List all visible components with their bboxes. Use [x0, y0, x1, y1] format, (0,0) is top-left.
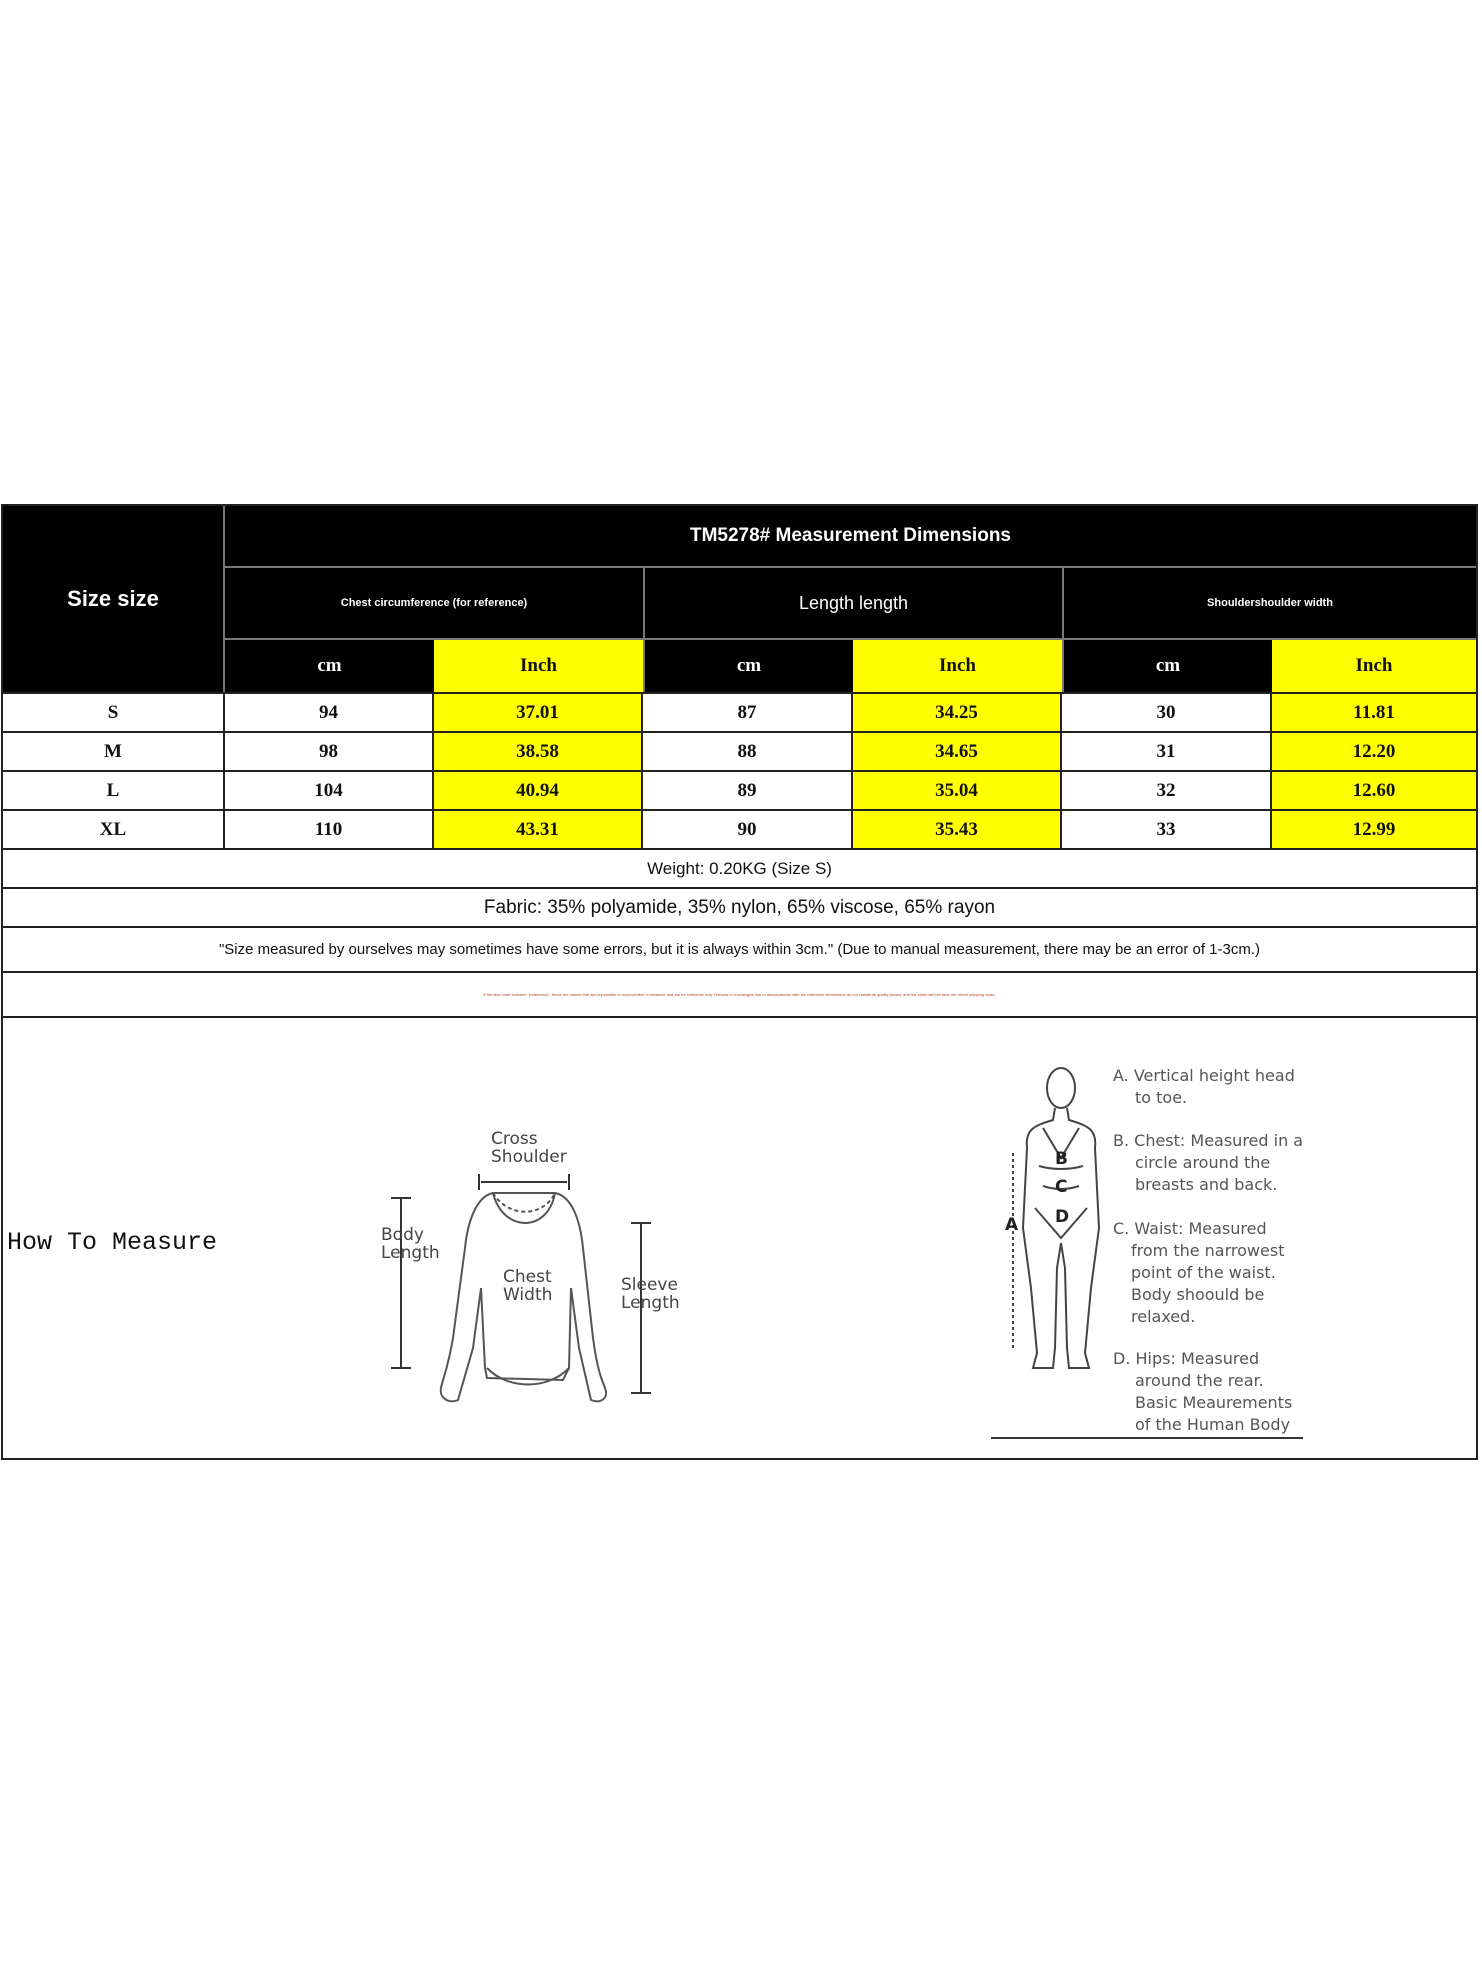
note-line: breasts and back.	[1135, 1175, 1278, 1194]
letter-c: C	[1055, 1177, 1068, 1197]
sleeve-length-label: Length	[621, 1293, 680, 1313]
letter-b: B	[1055, 1149, 1068, 1169]
table-row	[3, 811, 1476, 850]
svg-text:Length	[381, 1243, 440, 1263]
note-line: Basic Meaurements	[1135, 1393, 1293, 1412]
group-chest: Chest circumference (for reference)	[340, 597, 528, 609]
unit-inch: Inch	[1272, 640, 1476, 692]
size-cell: M	[104, 740, 122, 762]
cross-label: Cross	[491, 1129, 538, 1149]
value-cell: 30	[1060, 694, 1270, 731]
value-cell: 110	[223, 811, 432, 848]
note-line: D. Hips: Measured	[1113, 1349, 1260, 1368]
unit-cm: cm	[225, 640, 434, 692]
value-cell: 90	[641, 811, 851, 848]
value-cell: 31	[1060, 733, 1270, 770]
note-line: of the Human Body	[1135, 1415, 1291, 1434]
chest-width-label: Width	[503, 1285, 553, 1305]
svg-text:Width	[503, 1285, 552, 1305]
svg-text:Length	[621, 1293, 680, 1313]
value-cell: 98	[223, 733, 432, 770]
weight-note: Weight: 0.20KG (Size S)	[3, 850, 1476, 889]
note-line: to toe.	[1135, 1088, 1188, 1107]
body-length-label: Body	[381, 1225, 424, 1245]
value-cell: 94	[223, 694, 432, 731]
note-line: relaxed.	[1131, 1307, 1196, 1326]
size-cell: XL	[99, 818, 127, 840]
value-cell: 12.99	[1270, 811, 1476, 848]
value-cell: 35.43	[851, 811, 1060, 848]
value-cell: 38.58	[432, 733, 641, 770]
header-block	[3, 506, 1476, 692]
fine-print: If the size chart includes "(reference)", these are values that are impossible or inconvenient to measure and are for reference only. Returns or exchanges due to discrepancies with the reference dimensions do not constitute quality issues, and the seller will not bear the return shipping costs.	[483, 992, 996, 997]
how-to-measure-title: How To Measure	[7, 1228, 218, 1257]
svg-text:C	[1055, 1177, 1067, 1197]
value-cell: 87	[641, 694, 851, 731]
table-row	[3, 733, 1476, 772]
unit-cm: cm	[643, 640, 853, 692]
letter-a: A	[1005, 1215, 1019, 1235]
svg-text:Cross	[491, 1129, 538, 1149]
group-shoulder: Shouldershoulder width	[1062, 568, 1476, 638]
value-cell: 37.01	[432, 694, 641, 731]
svg-text:Sleeve	[621, 1275, 678, 1295]
note-line: Body shoould be	[1131, 1285, 1265, 1304]
value-cell: 43.31	[432, 811, 641, 848]
unit-inch: Inch	[434, 640, 643, 692]
note-line: around the rear.	[1135, 1371, 1264, 1390]
unit-cm: cm	[1062, 640, 1272, 692]
note-line: from the narrowest	[1131, 1241, 1285, 1260]
value-cell: 35.04	[851, 772, 1060, 809]
fabric-note: Fabric: 35% polyamide, 35% nylon, 65% viscose, 65% rayon	[3, 889, 1476, 928]
letter-d: D	[1055, 1207, 1070, 1227]
value-cell: 88	[641, 733, 851, 770]
body-length-label: Length	[381, 1243, 440, 1263]
size-cell: L	[106, 779, 120, 801]
value-cell: 34.65	[851, 733, 1060, 770]
value-cell: 33	[1060, 811, 1270, 848]
value-cell: 34.25	[851, 694, 1060, 731]
note-line: C. Waist: Measured	[1113, 1219, 1267, 1238]
value-cell: 89	[641, 772, 851, 809]
cross-label: Shoulder	[491, 1147, 567, 1167]
value-cell: 32	[1060, 772, 1270, 809]
svg-text:B	[1055, 1149, 1068, 1169]
note-line: B. Chest: Measured in a	[1113, 1131, 1304, 1150]
value-cell: 12.20	[1270, 733, 1476, 770]
note-line: circle around the	[1135, 1153, 1271, 1172]
note-line: point of the waist.	[1131, 1263, 1276, 1282]
svg-text:Chest	[503, 1267, 552, 1287]
svg-text:D	[1055, 1207, 1069, 1227]
svg-text:A	[1005, 1215, 1019, 1235]
how-to-measure-section	[3, 1018, 1476, 1458]
svg-text:Body	[381, 1225, 424, 1245]
value-cell: 40.94	[432, 772, 641, 809]
chest-width-label: Chest	[503, 1267, 552, 1287]
value-cell: 12.60	[1270, 772, 1476, 809]
size-chart	[1, 504, 1478, 1460]
sleeve-length-label: Sleeve	[621, 1275, 678, 1295]
group-length: Length length	[643, 568, 1062, 638]
note-line: A. Vertical height head	[1113, 1066, 1295, 1085]
unit-inch: Inch	[853, 640, 1062, 692]
svg-text:Shoulder	[491, 1147, 567, 1167]
measure-illustrations	[3, 1018, 1478, 1458]
table-row	[3, 772, 1476, 811]
size-cell: S	[107, 701, 119, 723]
value-cell: 104	[223, 772, 432, 809]
value-cell: 11.81	[1270, 694, 1476, 731]
body-notes	[1113, 1066, 1303, 1434]
chart-title: TM5278# Measurement Dimensions	[225, 506, 1476, 568]
error-note: "Size measured by ourselves may sometimes have some errors, but it is always within 3cm." (Due to manual measurement, there may be an error of 1-3cm.)	[3, 928, 1476, 973]
table-row	[3, 694, 1476, 733]
size-label: Size size	[3, 506, 223, 692]
